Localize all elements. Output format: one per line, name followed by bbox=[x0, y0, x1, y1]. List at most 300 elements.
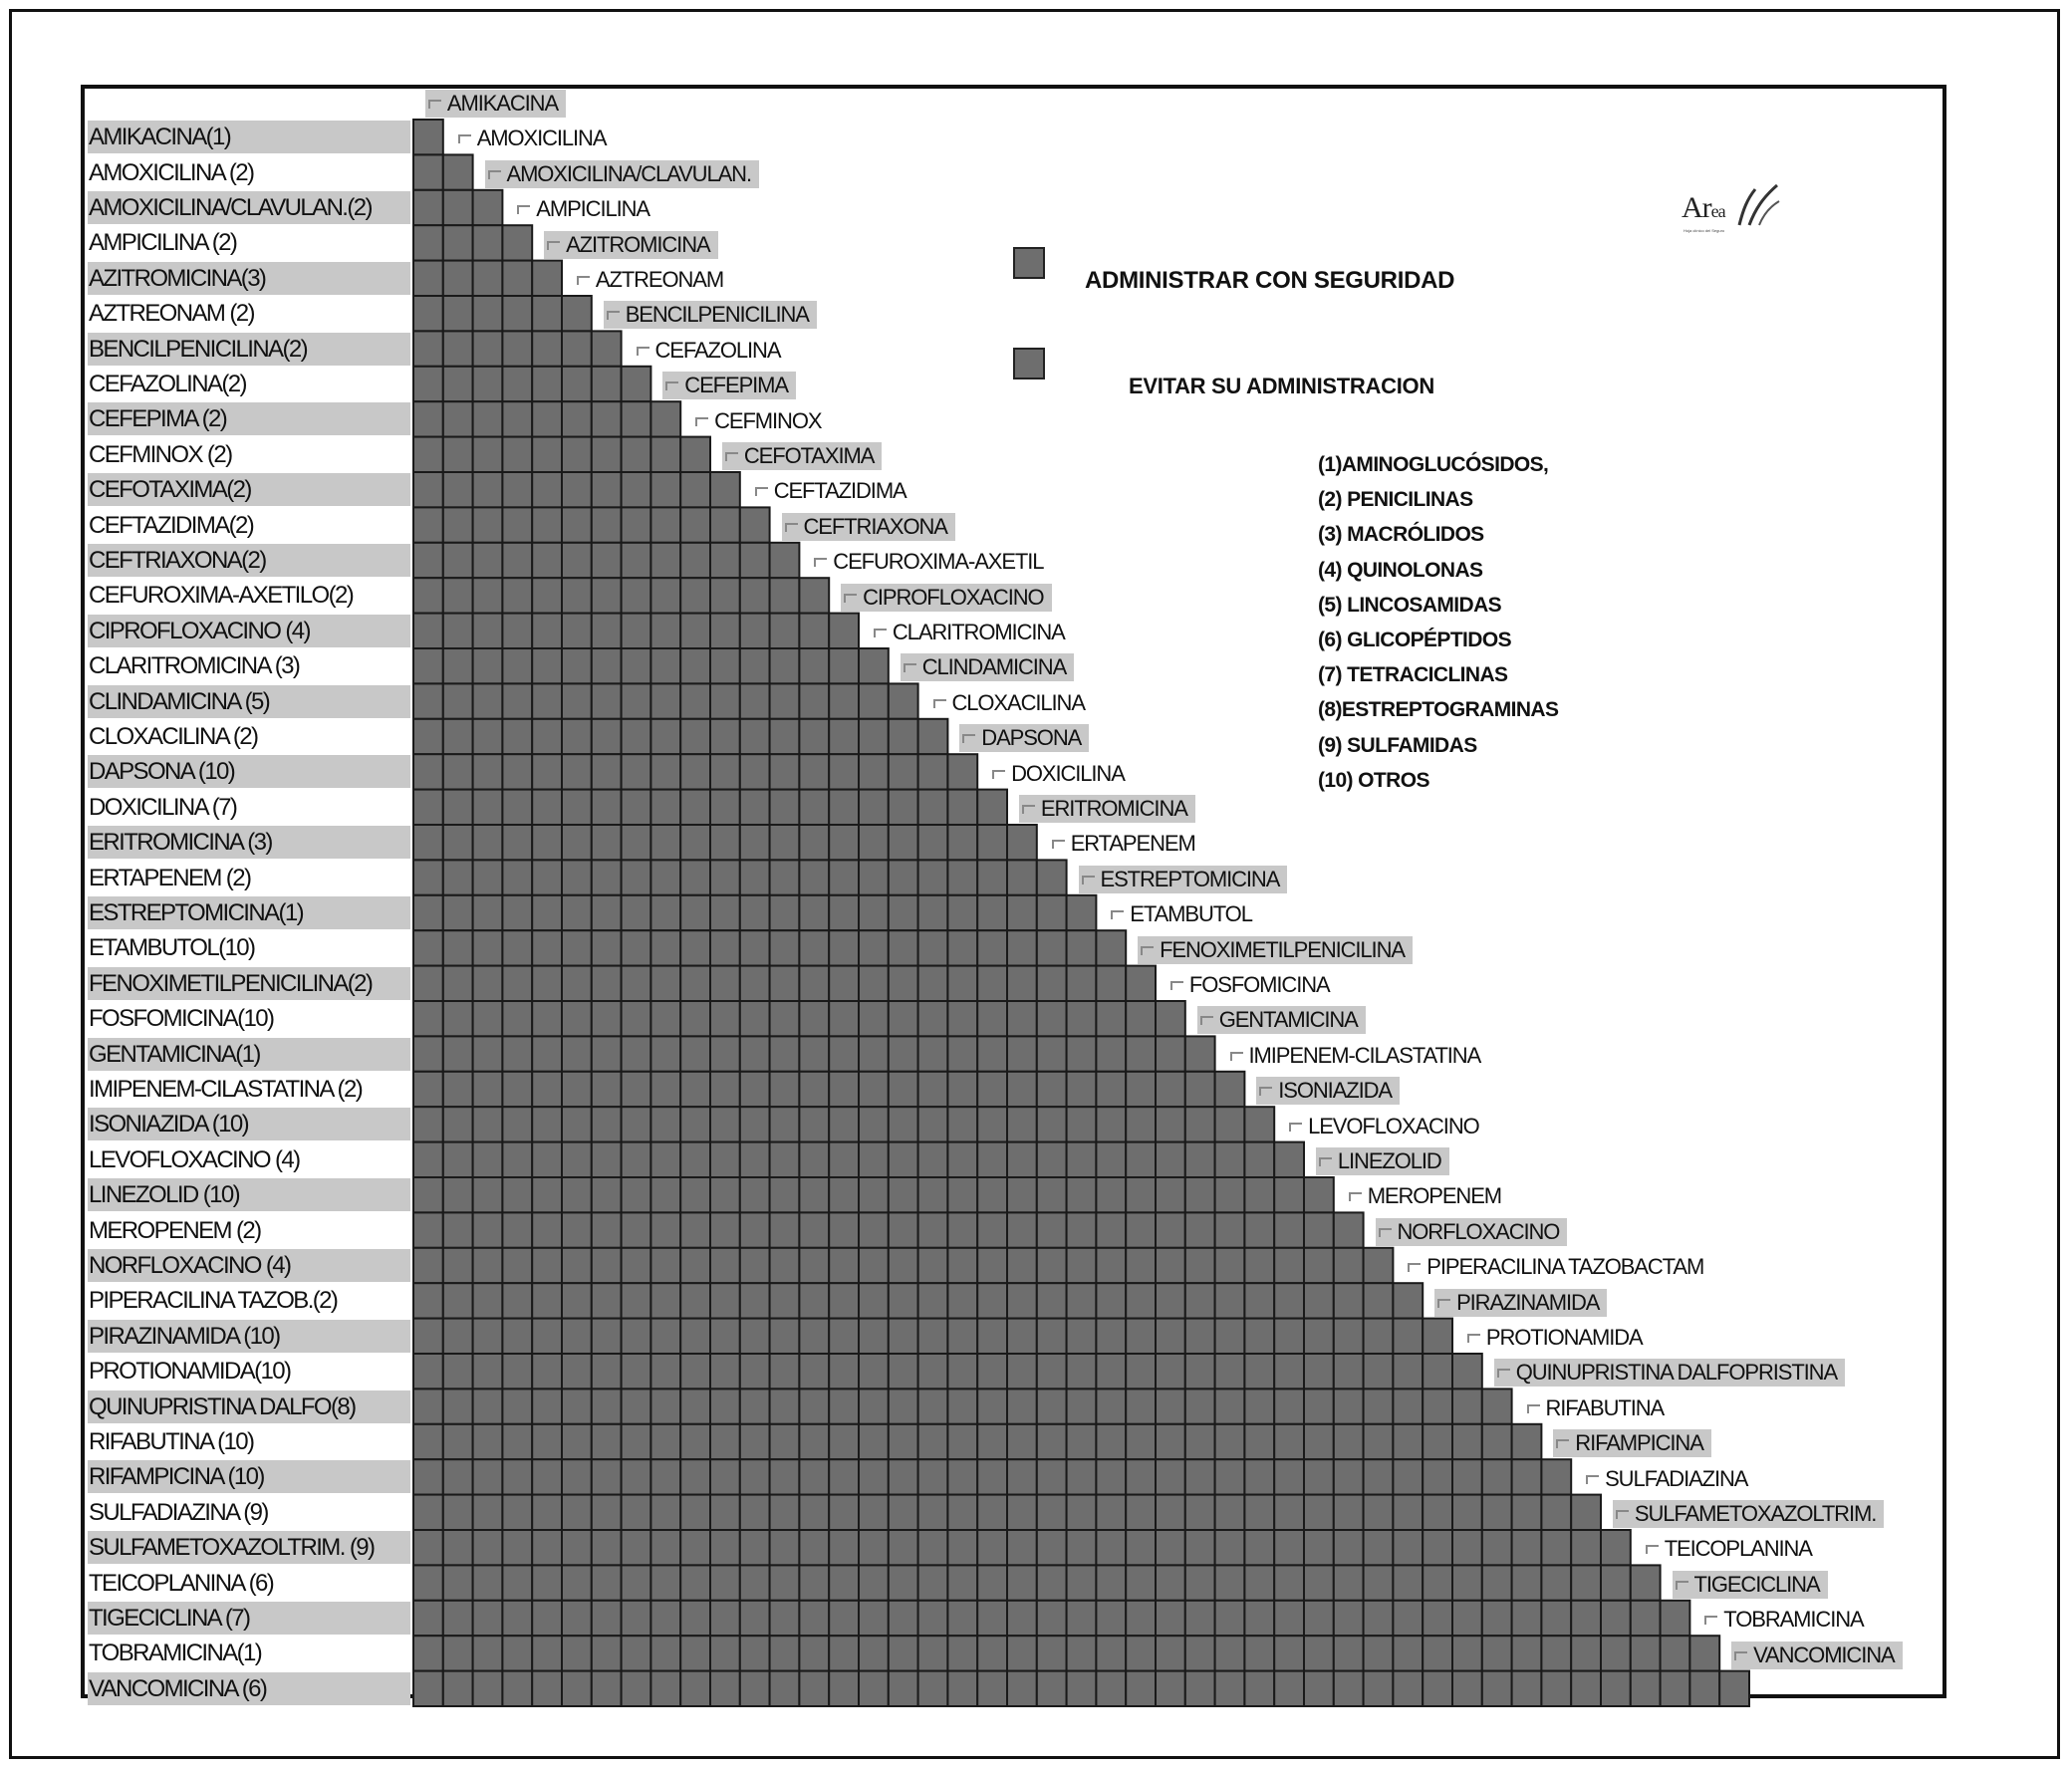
grid-cell bbox=[562, 1636, 592, 1670]
column-label bbox=[1316, 1147, 1449, 1175]
grid-cell bbox=[532, 472, 562, 507]
grid-cell bbox=[680, 1459, 710, 1494]
grid-cell bbox=[1185, 1601, 1215, 1636]
grid-cell bbox=[799, 825, 829, 860]
grid-cell bbox=[1007, 1389, 1037, 1423]
column-pointer-icon bbox=[1289, 1123, 1302, 1132]
grid-cell bbox=[1096, 1107, 1126, 1141]
grid-cell bbox=[502, 1495, 532, 1530]
column-pointer-icon bbox=[1646, 1545, 1659, 1554]
grid-cell bbox=[502, 437, 532, 472]
grid-cell bbox=[1452, 1495, 1482, 1530]
grid-cell bbox=[592, 1495, 622, 1530]
grid-cell bbox=[1571, 1495, 1601, 1530]
grid-cell bbox=[918, 1671, 948, 1706]
grid-cell bbox=[889, 930, 918, 965]
grid-cell bbox=[443, 437, 473, 472]
grid-cell bbox=[473, 1036, 503, 1071]
group-item: (8)ESTREPTOGRAMINAS bbox=[1318, 698, 1559, 722]
grid-cell bbox=[740, 825, 770, 860]
grid-cell bbox=[829, 1530, 859, 1565]
grid-cell bbox=[1393, 1354, 1423, 1389]
grid-cell bbox=[1126, 1389, 1156, 1423]
grid-cell bbox=[1007, 1530, 1037, 1565]
grid-cell bbox=[592, 1530, 622, 1565]
grid-cell bbox=[740, 683, 770, 718]
grid-cell bbox=[622, 1319, 651, 1354]
grid-cell bbox=[443, 1601, 473, 1636]
grid-cell bbox=[502, 648, 532, 683]
grid-cell bbox=[622, 1212, 651, 1247]
grid-cell bbox=[799, 1177, 829, 1212]
grid-cell bbox=[1393, 1389, 1423, 1423]
logo-subtitle: Hoja clínico del Seguro bbox=[1684, 228, 1725, 233]
grid-cell bbox=[1007, 1107, 1037, 1141]
grid-cell bbox=[1215, 1601, 1245, 1636]
grid-cell bbox=[562, 1212, 592, 1247]
grid-cell bbox=[1274, 1283, 1304, 1318]
grid-cell bbox=[562, 1036, 592, 1071]
grid-cell bbox=[680, 1671, 710, 1706]
grid-cell bbox=[650, 1177, 680, 1212]
grid-cell bbox=[1156, 1459, 1185, 1494]
grid-cell bbox=[859, 1248, 889, 1283]
grid-cell bbox=[1334, 1283, 1364, 1318]
grid-cell bbox=[532, 437, 562, 472]
grid-cell bbox=[473, 1389, 503, 1423]
grid-cell bbox=[443, 614, 473, 648]
grid-cell bbox=[680, 578, 710, 613]
grid-cell bbox=[1067, 1424, 1097, 1459]
row-label: BENCILPENICILINA(2) bbox=[88, 333, 410, 366]
grid-cell bbox=[918, 1107, 948, 1141]
grid-cell bbox=[650, 683, 680, 718]
grid-cell bbox=[947, 1424, 977, 1459]
grid-cell bbox=[532, 1036, 562, 1071]
grid-cell bbox=[889, 719, 918, 754]
grid-cell bbox=[592, 437, 622, 472]
column-label-text: CLARITROMICINA bbox=[892, 620, 1065, 644]
grid-cell bbox=[889, 860, 918, 894]
grid-cell bbox=[502, 683, 532, 718]
grid-cell bbox=[740, 895, 770, 930]
column-label-text: ETAMBUTOL bbox=[1130, 901, 1252, 927]
column-label-text: DOXICILINA bbox=[1011, 760, 1125, 786]
grid-cell bbox=[889, 1072, 918, 1107]
grid-cell bbox=[473, 1319, 503, 1354]
grid-cell bbox=[443, 1177, 473, 1212]
grid-cell bbox=[918, 930, 948, 965]
grid-cell bbox=[1185, 1142, 1215, 1177]
grid-cell bbox=[1185, 1036, 1215, 1071]
grid-cell bbox=[710, 1671, 740, 1706]
column-label-text: LEVOFLOXACINO bbox=[1308, 1113, 1479, 1138]
grid-cell bbox=[443, 543, 473, 578]
row-label: CEFOTAXIMA(2) bbox=[88, 473, 410, 506]
grid-cell bbox=[1096, 930, 1126, 965]
grid-cell bbox=[1037, 860, 1067, 894]
grid-cell bbox=[1156, 1072, 1185, 1107]
grid-cell bbox=[889, 966, 918, 1001]
grid-cell bbox=[770, 1530, 800, 1565]
grid-cell bbox=[1334, 1424, 1364, 1459]
grid-cell bbox=[592, 578, 622, 613]
grid-cell bbox=[1304, 1212, 1334, 1247]
row-label: ERITROMICINA (3) bbox=[88, 826, 410, 859]
grid-cell bbox=[473, 1072, 503, 1107]
column-label-text: LINEZOLID bbox=[1337, 1148, 1441, 1173]
grid-cell bbox=[413, 472, 443, 507]
column-label-text: RIFAMPICINA bbox=[1575, 1430, 1703, 1456]
grid-cell bbox=[918, 860, 948, 894]
grid-cell bbox=[592, 1671, 622, 1706]
grid-cell bbox=[710, 578, 740, 613]
grid-cell bbox=[592, 1248, 622, 1283]
grid-cell bbox=[562, 472, 592, 507]
grid-cell bbox=[1156, 1212, 1185, 1247]
grid-cell bbox=[770, 895, 800, 930]
grid-cell bbox=[622, 1248, 651, 1283]
grid-cell bbox=[1185, 1354, 1215, 1389]
grid-cell bbox=[1096, 1283, 1126, 1318]
grid-cell bbox=[1423, 1601, 1452, 1636]
grid-cell bbox=[1601, 1671, 1631, 1706]
grid-cell bbox=[532, 507, 562, 542]
grid-cell bbox=[918, 1459, 948, 1494]
grid-cell bbox=[562, 825, 592, 860]
grid-cell bbox=[1185, 1565, 1215, 1600]
grid-cell bbox=[1096, 1319, 1126, 1354]
row-label: PIPERACILINA TAZOB.(2) bbox=[89, 1287, 338, 1315]
grid-cell bbox=[680, 1036, 710, 1071]
grid-cell bbox=[918, 895, 948, 930]
grid-cell bbox=[592, 895, 622, 930]
grid-cell bbox=[532, 683, 562, 718]
grid-cell bbox=[532, 296, 562, 331]
grid-cell bbox=[918, 1354, 948, 1389]
grid-cell bbox=[443, 578, 473, 613]
grid-cell bbox=[1482, 1495, 1512, 1530]
grid-cell bbox=[413, 1389, 443, 1423]
grid-cell bbox=[1126, 1283, 1156, 1318]
grid-cell bbox=[1304, 1389, 1334, 1423]
grid-cell bbox=[770, 966, 800, 1001]
grid-cell bbox=[473, 331, 503, 366]
grid-cell bbox=[918, 1636, 948, 1670]
grid-cell bbox=[710, 472, 740, 507]
row-label: CEFMINOX (2) bbox=[89, 440, 232, 468]
grid-cell bbox=[1185, 1283, 1215, 1318]
grid-cell bbox=[859, 1354, 889, 1389]
row-label: TIGECICLINA (7) bbox=[88, 1602, 410, 1635]
grid-cell bbox=[562, 296, 592, 331]
column-pointer-icon bbox=[607, 311, 620, 320]
grid-cell bbox=[947, 1177, 977, 1212]
grid-cell bbox=[889, 1530, 918, 1565]
grid-cell bbox=[1364, 1319, 1394, 1354]
grid-cell bbox=[413, 1354, 443, 1389]
grid-cell bbox=[592, 543, 622, 578]
grid-cell bbox=[502, 331, 532, 366]
grid-cell bbox=[650, 1601, 680, 1636]
column-label-text: DAPSONA bbox=[981, 725, 1082, 751]
grid-cell bbox=[562, 966, 592, 1001]
grid-cell bbox=[1067, 1212, 1097, 1247]
grid-cell bbox=[473, 648, 503, 683]
grid-cell bbox=[740, 1354, 770, 1389]
grid-cell bbox=[918, 1495, 948, 1530]
grid-cell bbox=[502, 1530, 532, 1565]
grid-cell bbox=[1541, 1530, 1571, 1565]
grid-cell bbox=[1571, 1530, 1601, 1565]
grid-cell bbox=[859, 1036, 889, 1071]
grid-cell bbox=[1452, 1354, 1482, 1389]
grid-cell bbox=[562, 1565, 592, 1600]
grid-cell bbox=[710, 1459, 740, 1494]
grid-cell bbox=[1452, 1530, 1482, 1565]
grid-cell bbox=[1452, 1565, 1482, 1600]
grid-cell bbox=[889, 1565, 918, 1600]
grid-cell bbox=[1037, 1459, 1067, 1494]
grid-cell bbox=[859, 1072, 889, 1107]
grid-cell bbox=[473, 507, 503, 542]
grid-cell bbox=[859, 1636, 889, 1670]
grid-cell bbox=[592, 1142, 622, 1177]
grid-cell bbox=[977, 1459, 1007, 1494]
grid-cell bbox=[622, 754, 651, 789]
grid-cell bbox=[413, 966, 443, 1001]
grid-cell bbox=[1156, 1601, 1185, 1636]
grid-cell bbox=[1601, 1601, 1631, 1636]
grid-cell bbox=[770, 1319, 800, 1354]
grid-cell bbox=[889, 1636, 918, 1670]
grid-cell bbox=[1126, 1495, 1156, 1530]
grid-cell bbox=[473, 401, 503, 436]
grid-cell bbox=[473, 1671, 503, 1706]
grid-cell bbox=[1185, 1107, 1215, 1141]
grid-cell bbox=[947, 1036, 977, 1071]
grid-cell bbox=[1541, 1495, 1571, 1530]
grid-cell bbox=[443, 331, 473, 366]
column-label bbox=[1553, 1429, 1710, 1457]
grid-cell bbox=[1244, 1319, 1274, 1354]
column-label bbox=[514, 195, 657, 223]
grid-cell bbox=[1007, 1319, 1037, 1354]
grid-cell bbox=[1037, 1601, 1067, 1636]
grid-cell bbox=[592, 1319, 622, 1354]
grid-cell bbox=[1244, 1283, 1274, 1318]
grid-cell bbox=[1156, 1177, 1185, 1212]
grid-cell bbox=[1007, 1424, 1037, 1459]
grid-cell bbox=[650, 1495, 680, 1530]
column-pointer-icon bbox=[577, 276, 590, 285]
grid-cell bbox=[1185, 1072, 1215, 1107]
grid-cell bbox=[977, 1248, 1007, 1283]
grid-cell bbox=[889, 1424, 918, 1459]
grid-cell bbox=[622, 1283, 651, 1318]
column-label bbox=[1731, 1642, 1903, 1669]
grid-cell bbox=[532, 930, 562, 965]
grid-cell bbox=[592, 825, 622, 860]
row-label: AZITROMICINA(3) bbox=[88, 262, 410, 295]
grid-cell bbox=[770, 1459, 800, 1494]
grid-cell bbox=[650, 1565, 680, 1600]
grid-cell bbox=[532, 1177, 562, 1212]
grid-cell bbox=[622, 1424, 651, 1459]
grid-cell bbox=[443, 790, 473, 825]
grid-cell bbox=[770, 683, 800, 718]
column-label-text: ERTAPENEM bbox=[1070, 831, 1195, 857]
grid-cell bbox=[413, 1177, 443, 1212]
grid-cell bbox=[413, 261, 443, 296]
grid-cell bbox=[947, 790, 977, 825]
grid-cell bbox=[1096, 1248, 1126, 1283]
grid-cell bbox=[1393, 1601, 1423, 1636]
grid-cell bbox=[473, 1107, 503, 1141]
grid-cell bbox=[799, 1212, 829, 1247]
grid-cell bbox=[770, 719, 800, 754]
grid-cell bbox=[977, 930, 1007, 965]
grid-cell bbox=[680, 825, 710, 860]
grid-cell bbox=[413, 1142, 443, 1177]
grid-cell bbox=[680, 1601, 710, 1636]
grid-cell bbox=[1037, 1530, 1067, 1565]
grid-cell bbox=[1482, 1671, 1512, 1706]
grid-cell bbox=[799, 1459, 829, 1494]
column-pointer-icon bbox=[1704, 1616, 1717, 1625]
grid-cell bbox=[1452, 1636, 1482, 1670]
grid-cell bbox=[710, 825, 740, 860]
grid-cell bbox=[710, 1495, 740, 1530]
grid-cell bbox=[1364, 1565, 1394, 1600]
grid-cell bbox=[502, 1142, 532, 1177]
column-label-text: CIPROFLOXACINO bbox=[863, 584, 1044, 610]
column-label bbox=[752, 477, 914, 505]
grid-cell bbox=[1156, 1530, 1185, 1565]
grid-cell bbox=[770, 1636, 800, 1670]
column-label-text: NORFLOXACINO bbox=[1397, 1218, 1560, 1244]
grid-cell bbox=[413, 1495, 443, 1530]
legend-safe-label: ADMINISTRAR CON SEGURIDAD bbox=[1085, 267, 1455, 294]
grid-cell bbox=[1364, 1459, 1394, 1494]
grid-cell bbox=[443, 1319, 473, 1354]
grid-cell bbox=[740, 1072, 770, 1107]
grid-cell bbox=[977, 790, 1007, 825]
column-pointer-icon bbox=[1349, 1192, 1362, 1201]
grid-cell bbox=[770, 1001, 800, 1036]
grid-cell bbox=[622, 1177, 651, 1212]
grid-cell bbox=[977, 1354, 1007, 1389]
grid-cell bbox=[1393, 1495, 1423, 1530]
grid-cell bbox=[650, 1248, 680, 1283]
grid-cell bbox=[1304, 1248, 1334, 1283]
grid-cell bbox=[1007, 1354, 1037, 1389]
grid-cell bbox=[770, 648, 800, 683]
grid-cell bbox=[562, 1424, 592, 1459]
grid-cell bbox=[650, 930, 680, 965]
grid-cell bbox=[413, 1248, 443, 1283]
grid-cell bbox=[1007, 1142, 1037, 1177]
grid-cell bbox=[829, 825, 859, 860]
grid-cell bbox=[532, 1248, 562, 1283]
grid-cell bbox=[740, 1671, 770, 1706]
grid-cell bbox=[413, 1107, 443, 1141]
grid-cell bbox=[1482, 1424, 1512, 1459]
grid-cell bbox=[770, 1142, 800, 1177]
grid-cell bbox=[918, 754, 948, 789]
grid-cell bbox=[1512, 1671, 1542, 1706]
column-label-text: CEFAZOLINA bbox=[654, 337, 781, 363]
grid-cell bbox=[680, 790, 710, 825]
row-label: DOXICILINA (7) bbox=[89, 793, 237, 821]
grid-cell bbox=[1334, 1459, 1364, 1494]
grid-cell bbox=[829, 1319, 859, 1354]
grid-cell bbox=[502, 790, 532, 825]
grid-cell bbox=[622, 825, 651, 860]
grid-cell bbox=[502, 895, 532, 930]
grid-cell bbox=[1364, 1601, 1394, 1636]
grid-cell bbox=[562, 1072, 592, 1107]
column-pointer-icon bbox=[1052, 840, 1065, 849]
grid-cell bbox=[1601, 1565, 1631, 1600]
grid-cell bbox=[502, 1283, 532, 1318]
grid-cell bbox=[710, 1424, 740, 1459]
grid-cell bbox=[502, 614, 532, 648]
row-label: CEFTAZIDIMA(2) bbox=[89, 511, 254, 539]
grid-cell bbox=[650, 1459, 680, 1494]
grid-cell bbox=[1274, 1636, 1304, 1670]
grid-cell bbox=[1126, 1565, 1156, 1600]
grid-cell bbox=[1482, 1601, 1512, 1636]
grid-cell bbox=[1244, 1459, 1274, 1494]
grid-cell bbox=[1126, 1636, 1156, 1670]
grid-cell bbox=[680, 437, 710, 472]
grid-cell bbox=[1126, 1142, 1156, 1177]
grid-cell bbox=[680, 1354, 710, 1389]
grid-cell bbox=[1334, 1319, 1364, 1354]
grid-cell bbox=[1244, 1601, 1274, 1636]
grid-cell bbox=[680, 1389, 710, 1423]
column-pointer-icon bbox=[962, 734, 975, 743]
grid-cell bbox=[1244, 1177, 1274, 1212]
grid-cell bbox=[443, 895, 473, 930]
column-label-text: AMIKACINA bbox=[446, 91, 559, 116]
grid-cell bbox=[680, 507, 710, 542]
column-pointer-icon bbox=[785, 523, 798, 532]
grid-cell bbox=[1244, 1389, 1274, 1423]
grid-cell bbox=[680, 648, 710, 683]
grid-cell bbox=[532, 614, 562, 648]
grid-cell bbox=[1571, 1565, 1601, 1600]
grid-cell bbox=[622, 1636, 651, 1670]
grid-cell bbox=[947, 1671, 977, 1706]
grid-cell bbox=[622, 966, 651, 1001]
grid-cell bbox=[889, 1177, 918, 1212]
grid-cell bbox=[473, 1212, 503, 1247]
column-label-text: AMPICILINA bbox=[536, 196, 649, 222]
group-item: (4) QUINOLONAS bbox=[1318, 558, 1483, 582]
column-pointer-icon bbox=[1586, 1475, 1599, 1484]
grid-cell bbox=[1126, 1671, 1156, 1706]
group-item: (3) MACRÓLIDOS bbox=[1318, 523, 1484, 547]
grid-cell bbox=[1423, 1459, 1452, 1494]
grid-cell bbox=[1423, 1530, 1452, 1565]
column-label-text: RIFABUTINA bbox=[1545, 1394, 1665, 1420]
grid-cell bbox=[532, 261, 562, 296]
grid-cell bbox=[473, 754, 503, 789]
grid-cell bbox=[502, 1424, 532, 1459]
grid-cell bbox=[1067, 966, 1097, 1001]
